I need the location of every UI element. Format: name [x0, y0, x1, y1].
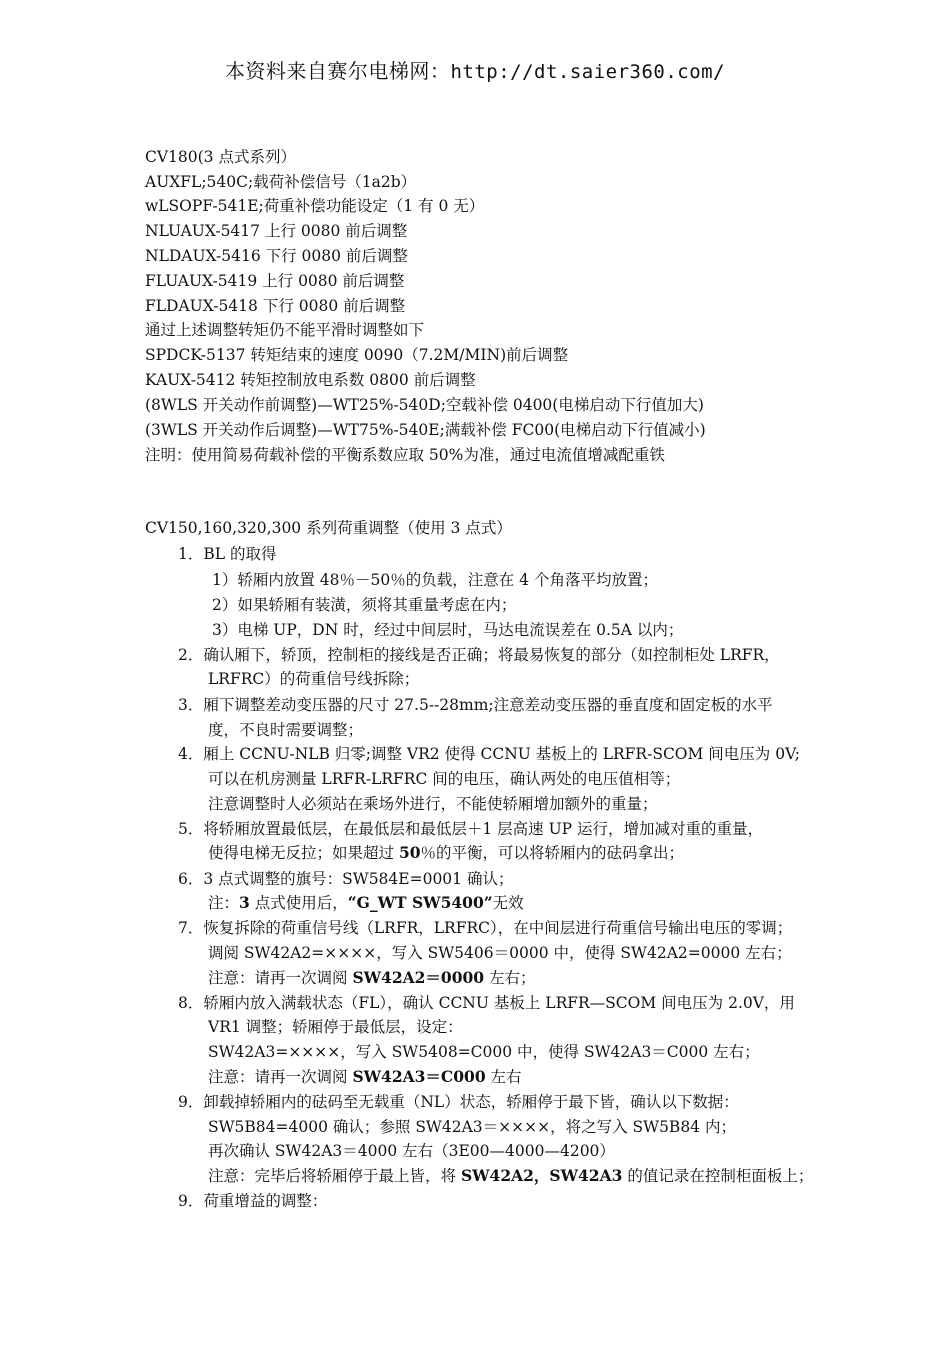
step-4: 4．厢上 CCNU-NLB 归零;调整 VR2 使得 CCNU 基板上的 LRFR-SCOM 间电压为 0V;: [178, 745, 800, 763]
bold-text: SW42A2，SW42A3: [460, 1166, 623, 1185]
step-8-note: [208, 1067, 522, 1087]
step-2-cont: LRFRC）的荷重信号线拆除；: [208, 670, 420, 688]
step-7-note: [208, 968, 536, 988]
text-run: 无效: [492, 894, 524, 912]
section1-line: NLDAUX-5416 下行 0080 前后调整: [145, 247, 408, 265]
step-1: 1．BL 的取得: [178, 545, 277, 563]
text-run: 注：: [208, 894, 240, 912]
section1-title: CV180(3 点式系列）: [145, 148, 296, 166]
text-run: 左右: [485, 1068, 522, 1086]
step-9-cont: 再次确认 SW42A3＝4000 左右（3E00—4000—4200）: [208, 1142, 615, 1160]
text-run: 点式使用后，: [249, 894, 348, 912]
step-4-cont: 注意调整时人必须站在乘场外进行，不能使轿厢增加额外的重量；: [208, 795, 658, 813]
step-9: 9．卸载掉轿厢内的砝码至无载重（NL）状态，轿厢停于最下皆，确认以下数据：: [178, 1093, 739, 1111]
step-1-sub: 1）轿厢内放置 48％－50％的负载，注意在 4 个角落平均放置；: [212, 571, 658, 589]
step-1-sub: 2）如果轿厢有装潢，须将其重量考虑在内；: [212, 596, 517, 614]
step-2: 2．确认厢下，轿顶，控制柜的接线是否正确；将最易恢复的部分（如控制柜处 LRFR，: [178, 646, 780, 664]
section1-line: (3WLS 开关动作后调整)—WT75%-540E;满载补偿 FC00(电梯启动下行值减小): [145, 421, 706, 439]
step-6-note: [208, 893, 524, 913]
step-8: 8．轿厢内放入满载状态（FL），确认 CCNU 基板上 LRFR—SCOM 间电压为 2.0V，用: [178, 994, 795, 1012]
step-3-cont: 度，不良时需要调整；: [208, 721, 364, 739]
section1-line: wLSOPF-541E;荷重补偿功能设定（1 有 0 无）: [145, 197, 485, 215]
text-run: 使得电梯无反拉；如果超过: [208, 844, 399, 862]
step-9-note: [208, 1166, 813, 1186]
section1-line: FLUAUX-5419 上行 0080 前后调整: [145, 272, 405, 290]
step-7-cont: 调阅 SW42A2=××××，写入 SW5406＝0000 中，使得 SW42A2=0000 左右；: [208, 944, 792, 962]
section1-line: 通过上述调整转矩仍不能平滑时调整如下: [145, 321, 425, 339]
section1-line: FLDAUX-5418 下行 0080 前后调整: [145, 297, 406, 315]
header-text: 本资料来自赛尔电梯网：: [224, 59, 451, 83]
step-8-cont: VR1 调整；轿厢停于最低层，设定：: [208, 1018, 463, 1036]
text-run: 的值记录在控制柜面板上；: [622, 1167, 814, 1185]
step-10: 9．荷重增益的调整：: [178, 1192, 328, 1210]
section1-line: (8WLS 开关动作前调整)—WT25%-540D;空载补偿 0400(电梯启动下行值加大): [145, 396, 704, 414]
step-8-cont: SW42A3=××××，写入 SW5408=C000 中，使得 SW42A3＝C000 左右；: [208, 1043, 760, 1061]
bold-text: SW42A2＝0000: [352, 968, 485, 987]
section1-line: NLUAUX-5417 上行 0080 前后调整: [145, 222, 408, 240]
text-run: 注意：请再一次调阅: [208, 1068, 353, 1086]
step-7: 7．恢复拆除的荷重信号线（LRFR，LRFRC），在中间层进行荷重信号输出电压的零调；: [178, 919, 793, 937]
bold-text: “G_WT SW5400”: [347, 893, 493, 912]
section1-line: AUXFL;540C;载荷补偿信号（1a2b）: [145, 173, 417, 191]
step-4-cont: 可以在机房测量 LRFR-LRFRC 间的电压，确认两处的电压值相等；: [208, 770, 681, 788]
bold-text: 50: [398, 843, 421, 862]
step-9-cont: SW5B84=4000 确认；参照 SW42A3＝××××，将之写入 SW5B84 内；: [208, 1118, 736, 1136]
section1-line: SPDCK-5137 转矩结束的速度 0090（7.2M/MIN)前后调整: [145, 346, 569, 364]
text-run: 左右；: [484, 969, 536, 987]
page-header: [0, 55, 950, 84]
section1-note: 注明：使用简易荷载补偿的平衡系数应取 50%为准，通过电流值增减配重铁: [145, 446, 665, 464]
section1-line: KAUX-5412 转矩控制放电系数 0800 前后调整: [145, 371, 476, 389]
header-url[interactable]: http://dt.saier360.com/: [450, 61, 726, 83]
step-5: 5．将轿厢放置最低层，在最低层和最低层＋1 层高速 UP 运行，增加减对重的重量，: [178, 820, 763, 838]
text-run: 注意：完毕后将轿厢停于最上皆，将: [208, 1167, 461, 1185]
step-3: 3．厢下调整差动变压器的尺寸 27.5--28mm;注意差动变压器的垂直度和固定板的水平: [178, 696, 773, 714]
text-run: ％的平衡，可以将轿厢内的砝码拿出；: [420, 844, 685, 862]
step-6: 6．3 点式调整的旗号：SW584E=0001 确认；: [178, 870, 514, 888]
step-1-sub: 3）电梯 UP，DN 时，经过中间层时，马达电流误差在 0.5A 以内；: [212, 621, 684, 639]
section2-title: CV150,160,320,300 系列荷重调整（使用 3 点式）: [145, 519, 512, 537]
step-5-cont: [208, 843, 684, 863]
bold-text: SW42A3＝C000: [352, 1067, 486, 1086]
text-run: 注意：请再一次调阅: [208, 969, 353, 987]
bold-text: 3: [239, 893, 250, 912]
